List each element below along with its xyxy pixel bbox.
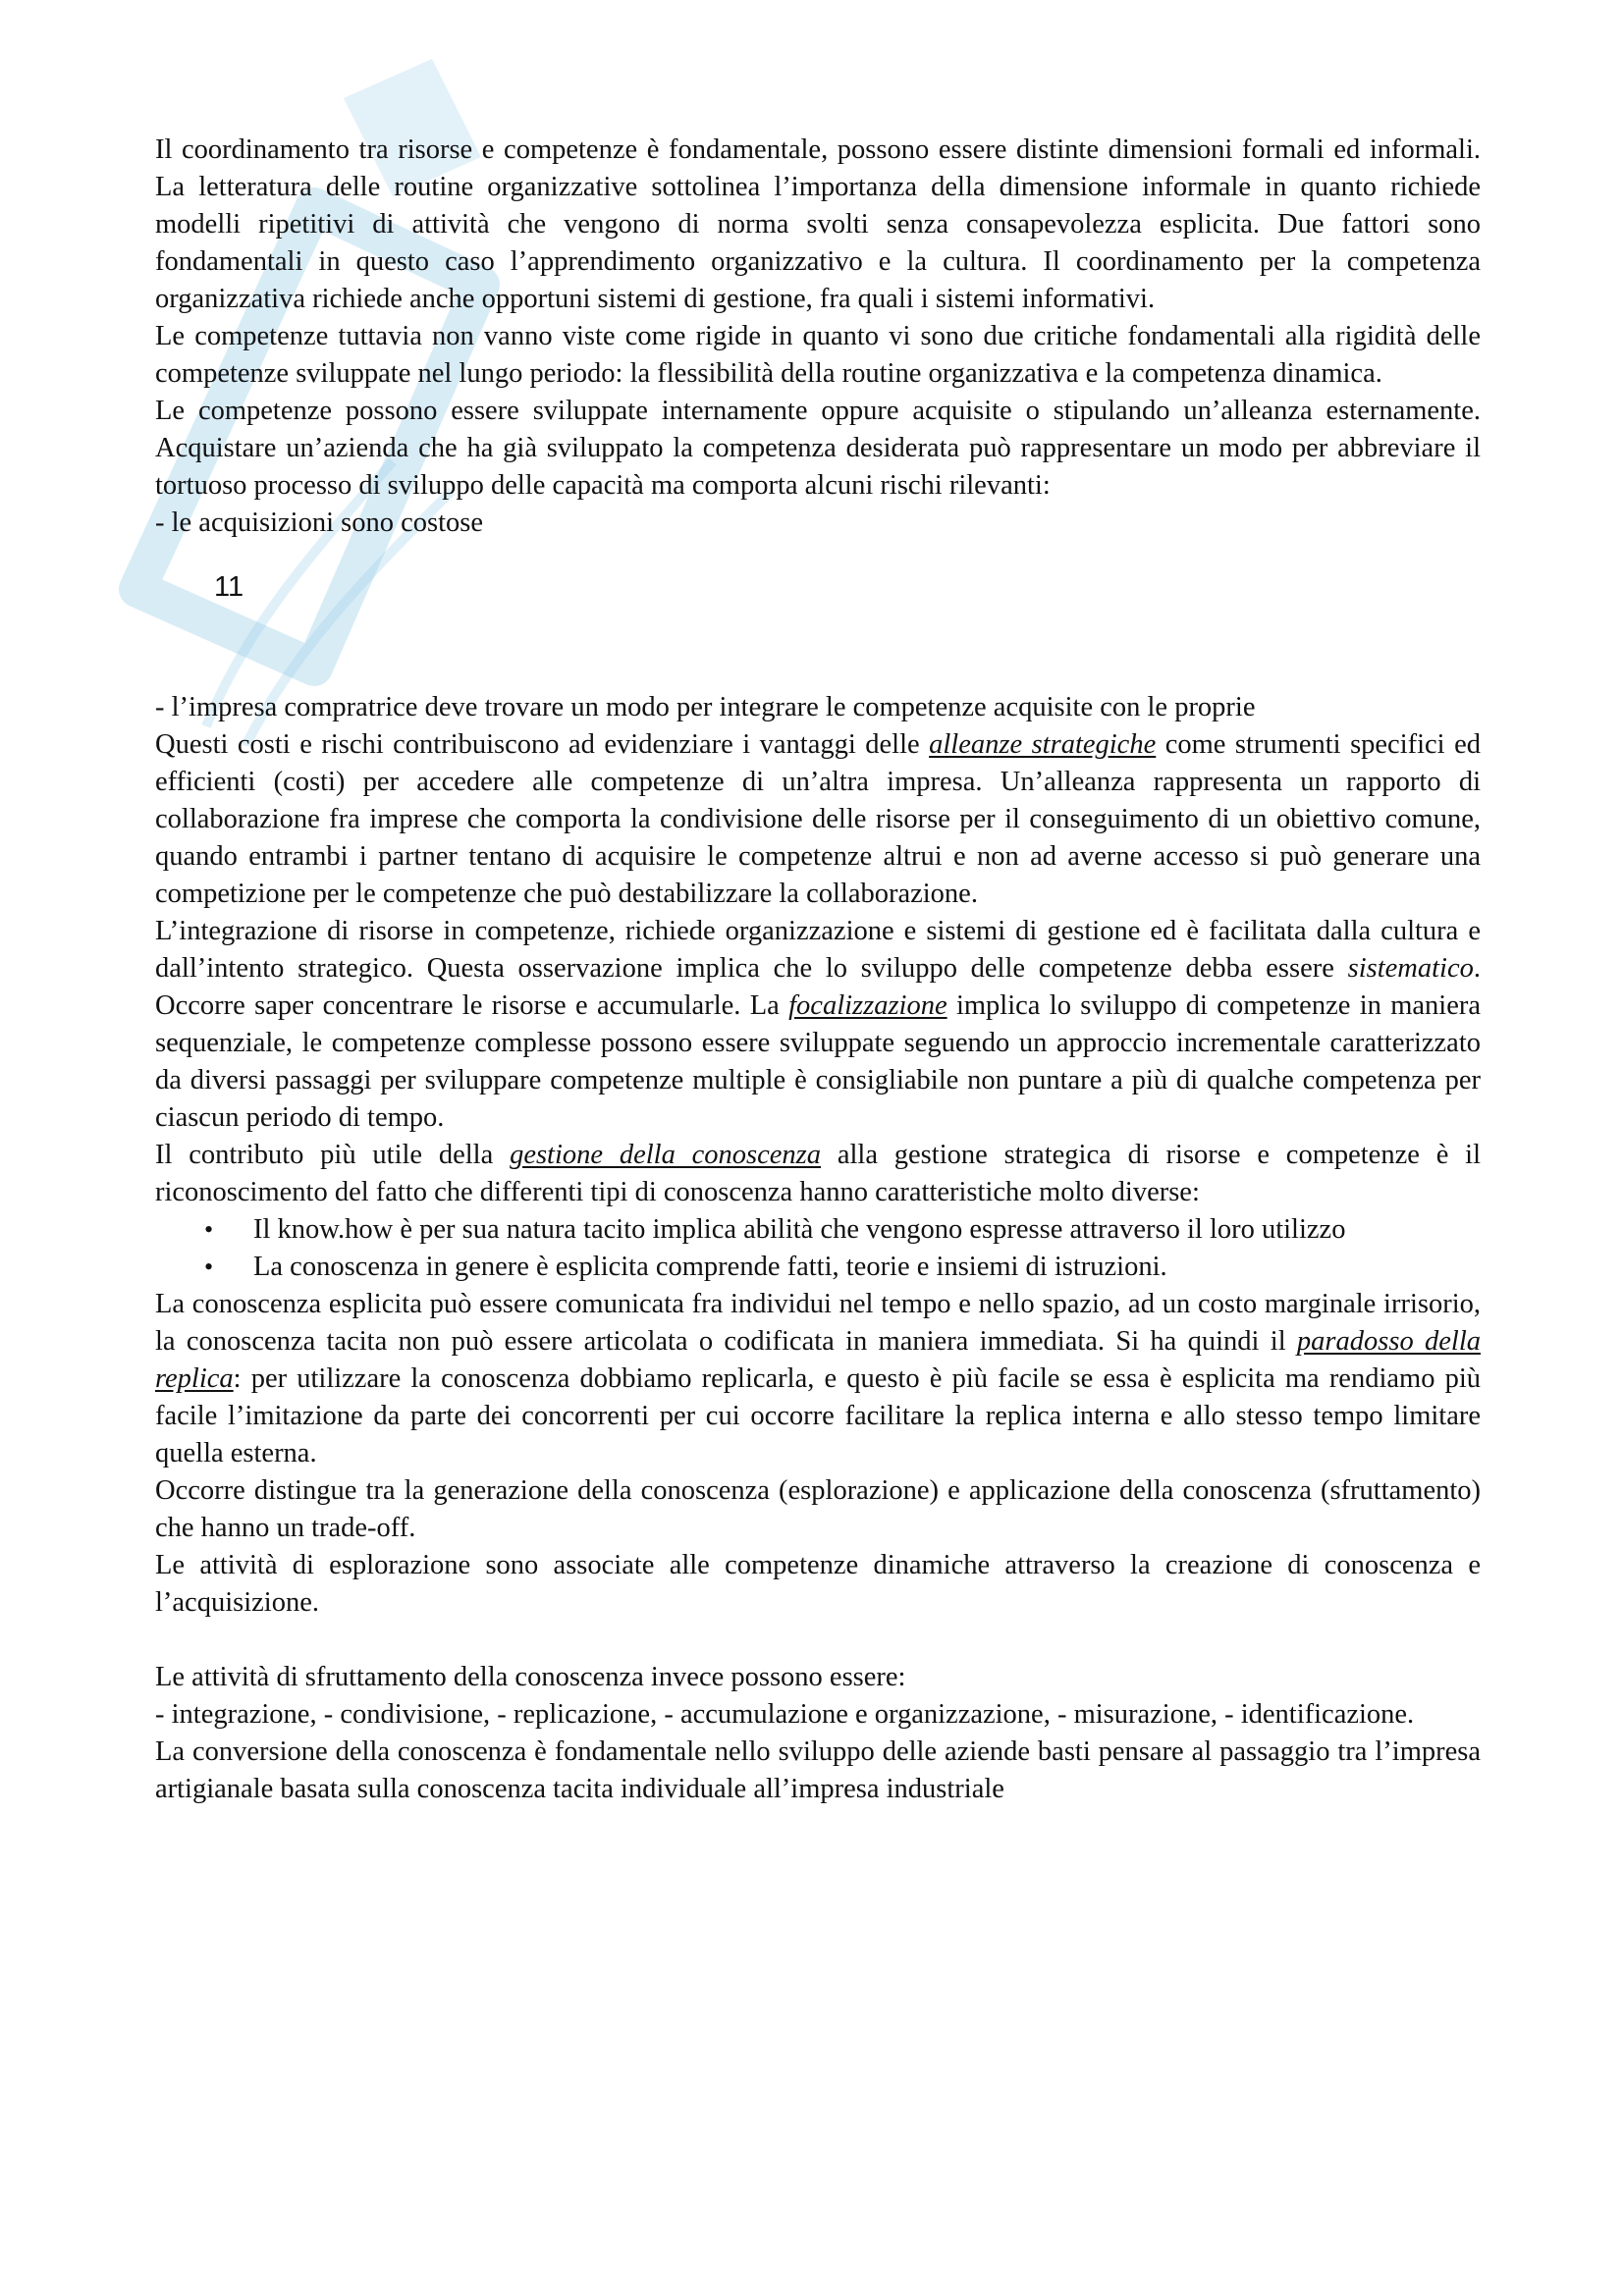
paragraph: Le attività di sfruttamento della conoscenza invece possono essere: (155, 1662, 906, 1692)
bullet-list (155, 1211, 1481, 1286)
paragraph: Le competenze tuttavia non vanno viste come rigide in quanto vi sono due critiche fondamentali alla rigidità delle competenze sviluppate nel lungo periodo: la flessibilità della routine organizzativa e la competenza dinamica. (155, 321, 1481, 389)
document-page (155, 132, 1481, 1808)
paragraph: - integrazione, - condivisione, - replicazione, - accumulazione e organizzazione, - misurazione, - identificazione. (155, 1699, 1415, 1730)
list-item: • La conoscenza in genere è esplicita comprende fatti, teorie e insiemi di istruzioni. (253, 1249, 1481, 1286)
page-number: 11 (214, 571, 244, 603)
paragraph: Il contributo più utile della gestione della conoscenza alla gestione strategica di risorse e competenze è il riconoscimento del fatto che differenti tipi di conoscenza hanno caratteristiche molto diverse: (155, 1140, 1481, 1207)
paragraph: Le competenze possono essere sviluppate internamente oppure acquisite o stipulando un’alleanza esternamente. Acquistare un’azienda che ha già sviluppato la competenza desiderata può rappresentare un modo per abbreviare il tortuoso processo di sviluppo delle capacità ma comporta alcuni rischi rilevanti: (155, 396, 1481, 501)
paragraph: Occorre distingue tra la generazione della conoscenza (esplorazione) e applicazione della conoscenza (sfruttamento) che hanno un trade-off. (155, 1475, 1481, 1543)
emphasis-paradosso-replica: paradosso della replica (155, 1326, 1481, 1394)
paragraph: La conoscenza esplicita può essere comunicata fra individui nel tempo e nello spazio, ad un costo marginale irrisorio, la conoscenza tacita non può essere articolata o codificata in maniera immediata. Si ha quindi il paradosso della replica: per utilizzare la conoscenza dobbiamo replicarla, e questo è più facile se essa è esplicita ma rendiamo più facile l’imitazione da parte dei concorrenti per cui occorre facilitare la replica interna e allo stesso tempo limitare quella esterna. (155, 1289, 1481, 1468)
paragraph: - le acquisizioni sono costose (155, 507, 484, 538)
paragraph: Questi costi e rischi contribuiscono ad evidenziare i vantaggi delle alleanze strategiche come strumenti specifici ed efficienti (costi) per accedere alle competenze di un’altra impresa. Un’alleanza rappresenta un rapporto di collaborazione fra imprese che comporta la condivisione delle risorse per il conseguimento di un obiettivo comune, quando entrambi i partner tentano di acquisire le competenze altrui e non ad averne accesso si può generare una competizione per le competenze che può destabilizzare la collaborazione. (155, 729, 1481, 909)
emphasis-alleanze-strategiche: alleanze strategiche (929, 729, 1157, 760)
paragraph: Il coordinamento tra risorse e competenze è fondamentale, possono essere distinte dimensioni formali ed informali. La letteratura delle routine organizzative sottolinea l’importanza della dimensione informale in quanto richiede modelli ripetitivi di attività che vengono di norma svolti senza consapevolezza esplicita. Due fattori sono fondamentali in questo caso l’apprendimento organizzativo e la cultura. Il coordinamento per la competenza organizzativa richiede anche opportuni sistemi di gestione, fra quali i sistemi informativi. (155, 134, 1481, 314)
paragraph: L’integrazione di risorse in competenze, richiede organizzazione e sistemi di gestione ed è facilitata dalla cultura e dall’intento strategico. Questa osservazione implica che lo sviluppo delle competenze debba essere sistematico. Occorre saper concentrare le risorse e accumularle. La focalizzazione implica lo sviluppo di competenze in maniera sequenziale, le competenze complesse possono essere sviluppate seguendo un approccio incrementale caratterizzato da diversi passaggi per sviluppare competenze multiple è consigliabile non puntare a più di qualche competenza per ciascun periodo di tempo. (155, 916, 1482, 1133)
emphasis-sistematico: sistematico (1347, 953, 1474, 984)
paragraph: Le attività di esplorazione sono associate alle competenze dinamiche attraverso la creazione di conoscenza e l’acquisizione. (155, 1550, 1481, 1618)
emphasis-gestione-conoscenza: gestione della conoscenza (510, 1140, 822, 1170)
emphasis-focalizzazione: focalizzazione (788, 990, 947, 1021)
list-item: • Il know.how è per sua natura tacito implica abilità che vengono espresse attraverso il loro utilizzo (253, 1211, 1481, 1249)
paragraph: - l’impresa compratrice deve trovare un modo per integrare le competenze acquisite con le proprie (155, 692, 1256, 722)
paragraph: La conversione della conoscenza è fondamentale nello sviluppo delle aziende basti pensare al passaggio tra l’impresa artigianale basata sulla conoscenza tacita individuale all’impresa industriale (155, 1736, 1481, 1804)
